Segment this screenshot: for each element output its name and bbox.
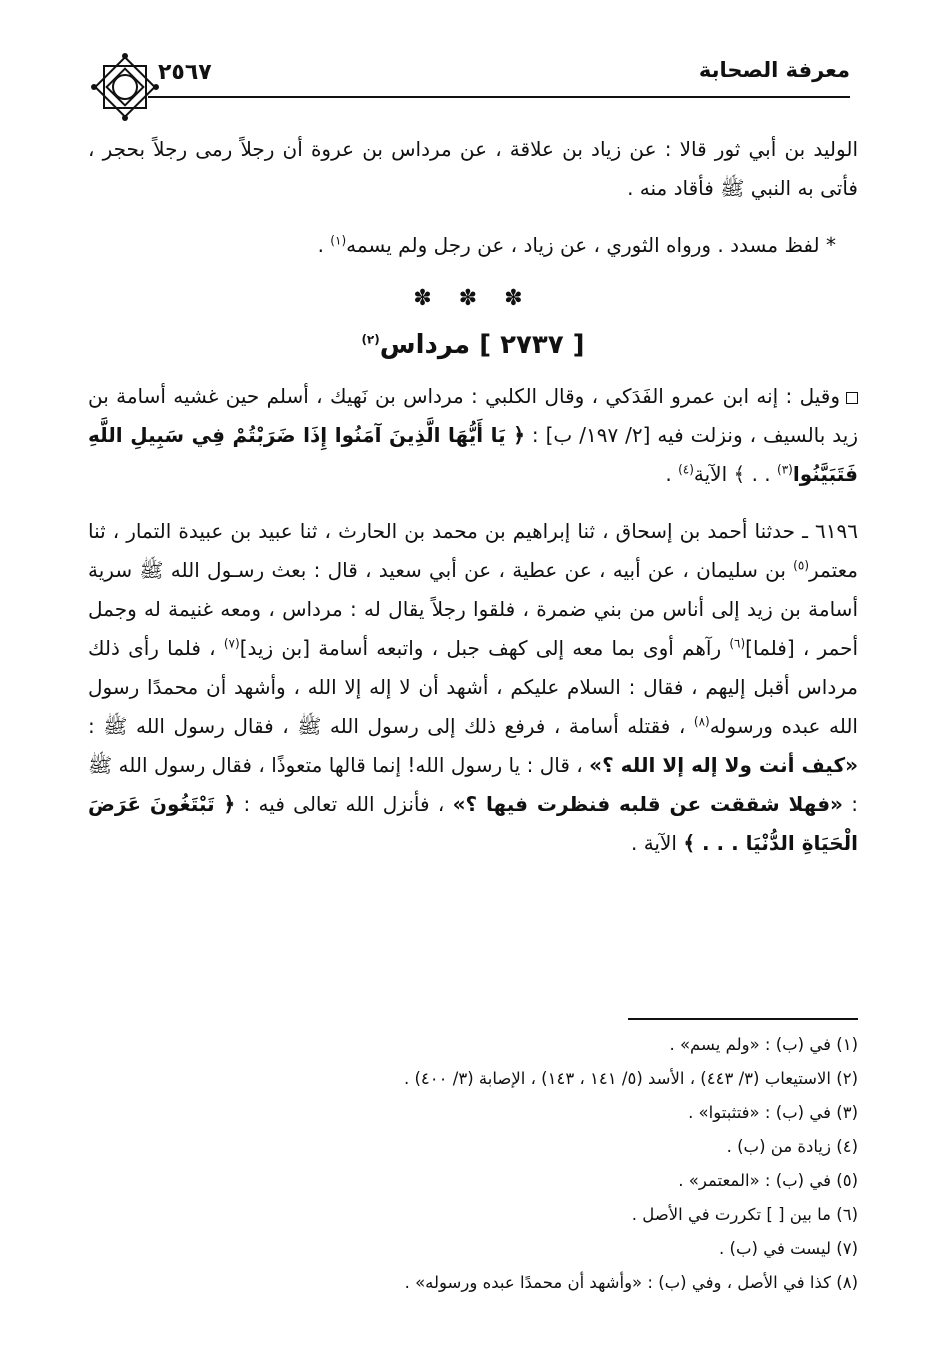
footnote-ref: (٢) xyxy=(361,332,380,347)
footnote-7: (٧) ليست في (ب) . xyxy=(719,1239,858,1258)
header-rule xyxy=(148,96,850,98)
footnote-ref: (١) xyxy=(330,233,347,248)
paragraph-4-text-d: ، فلما رأى ذلك مرداس أقبل إليهم ، فقال : السلام عليكم ، أشهد أن لا إله إلا الله ، وأشهد أن محمدًا رسول الله عبده ورسوله xyxy=(88,636,858,738)
page-header xyxy=(88,52,850,98)
footnote-4: (٤) زيادة من (ب) . xyxy=(726,1137,858,1156)
footnote-2: (٢) الاستيعاب (٣/ ٤٤٣) ، الأسد (٥/ ١٤١ ، ١٤٣) ، الإصابة (٣/ ٤٠٠) . xyxy=(403,1069,858,1088)
paragraph-1-text: الوليد بن أبي ثور قالا : عن زياد بن علاقة ، عن مرداس بن عروة أن رجلاً رمى رجلاً بحجر ، فأتى به النبي ﷺ فأقاد منه . xyxy=(88,137,858,200)
paragraph-4-text-a: ٦١٩٦ ـ حدثنا أحمد بن إسحاق ، ثنا إبراهيم بن محمد بن الحارث ، ثنا عبيد بن عبيدة التمار ، ثنا معتمر xyxy=(88,519,858,582)
paragraph-4-end: الآية . xyxy=(630,831,684,855)
paragraph-3-end: . xyxy=(665,462,679,486)
footnote-5: (٥) في (ب) : «المعتمر» . xyxy=(678,1171,858,1190)
paragraph-4-text-b: بن سليمان ، عن أبيه ، عن عطية ، عن أبي سعيد ، قال : بعث رسـول الله ﷺ سرية أسامة بن زيد إلى أناس من بني ضمرة ، فلقوا رجلاً يقال له : مرداس ، ومعه غنيمة له وجمل أحمر ، [فلما] xyxy=(88,558,859,660)
quran-verse: ﴿ يَا أَيُّهَا الَّذِينَ آمَنُوا إِذَا ضَرَبْتُمْ فِي سَبِيلِ اللَّهِ فَتَبَيَّنُوا xyxy=(88,423,858,486)
paragraph-1 xyxy=(88,130,858,208)
footnote-ref: (٨) xyxy=(693,714,710,729)
hadith-quote-1: «كيف أنت ولا إله إلا الله ؟» xyxy=(589,753,859,777)
paragraph-3 xyxy=(88,377,858,494)
paragraph-4-text-c: رآهم أوى بما معه إلى كهف جبل ، واتبعه أسامة [بن زيد] xyxy=(239,636,730,660)
footnote-ref: (٣) xyxy=(777,462,793,477)
paragraph-4-text-e: ، فقتله أسامة ، فرفع ذلك إلى رسول الله ﷺ ، فقال رسول الله ﷺ : xyxy=(88,714,694,738)
footnote-ref: (٥) xyxy=(793,558,809,573)
paragraph-2-end: . xyxy=(317,233,331,257)
running-title: معرفة الصحابة xyxy=(698,58,850,82)
paragraph-4-text-f: ، قال : يا رسول الله! إنما قالها متعوذًا ، فقال رسول الله ﷺ : xyxy=(88,753,858,816)
paragraph-4-text-g: ، فأنزل الله تعالى فيه : xyxy=(235,792,453,816)
main-text xyxy=(88,130,858,863)
paragraph-3-text-b: . . ﴾ الآية xyxy=(693,462,778,486)
paragraph-4 xyxy=(88,512,858,863)
quran-verse: ﴿ تَبْتَغُونَ عَرَضَ الْحَيَاةِ الدُّنْيَا . . . ﴾ xyxy=(88,792,858,855)
footnotes xyxy=(88,1028,858,1300)
paragraph-2-text: * لفظ مسدد . ورواه الثوري ، عن زياد ، عن رجل ولم يسمه xyxy=(346,233,836,257)
section-divider-stars: ✽ ✽ ✽ xyxy=(413,286,533,311)
entry-heading xyxy=(88,326,858,365)
paragraph-2 xyxy=(88,226,858,265)
entry-heading-text: [ ٢٧٣٧ ] مرداس xyxy=(379,330,585,360)
square-bullet-icon xyxy=(846,392,858,404)
page-number: ٢٥٦٧ xyxy=(158,60,212,85)
footnote-1: (١) في (ب) : «ولم يسم» . xyxy=(669,1035,858,1054)
octagram-ornament-icon xyxy=(90,52,160,122)
footnote-6: (٦) ما بين [ ] تكررت في الأصل . xyxy=(631,1205,858,1224)
footnote-ref: (٤) xyxy=(678,462,694,477)
hadith-quote-2: «فهلا شققت عن قلبه فنظرت فيها ؟» xyxy=(452,792,843,816)
footnote-ref: (٧) xyxy=(223,636,240,651)
paragraph-3-text: وقيل : إنه ابن عمرو الفَدَكي ، وقال الكلبي : مرداس بن نَهيك ، أسلم حين غشيه أسامة بن زيد بالسيف ، ونزلت فيه [٢/ ١٩٧/ ب] : xyxy=(88,384,859,447)
footnote-rule xyxy=(628,1018,858,1020)
footnote-3: (٣) في (ب) : «فتثبتوا» . xyxy=(688,1103,858,1122)
footnote-8: (٨) كذا في الأصل ، وفي (ب) : «وأشهد أن محمدًا عبده ورسوله» . xyxy=(404,1273,858,1292)
footnote-ref: (٦) xyxy=(729,636,746,651)
